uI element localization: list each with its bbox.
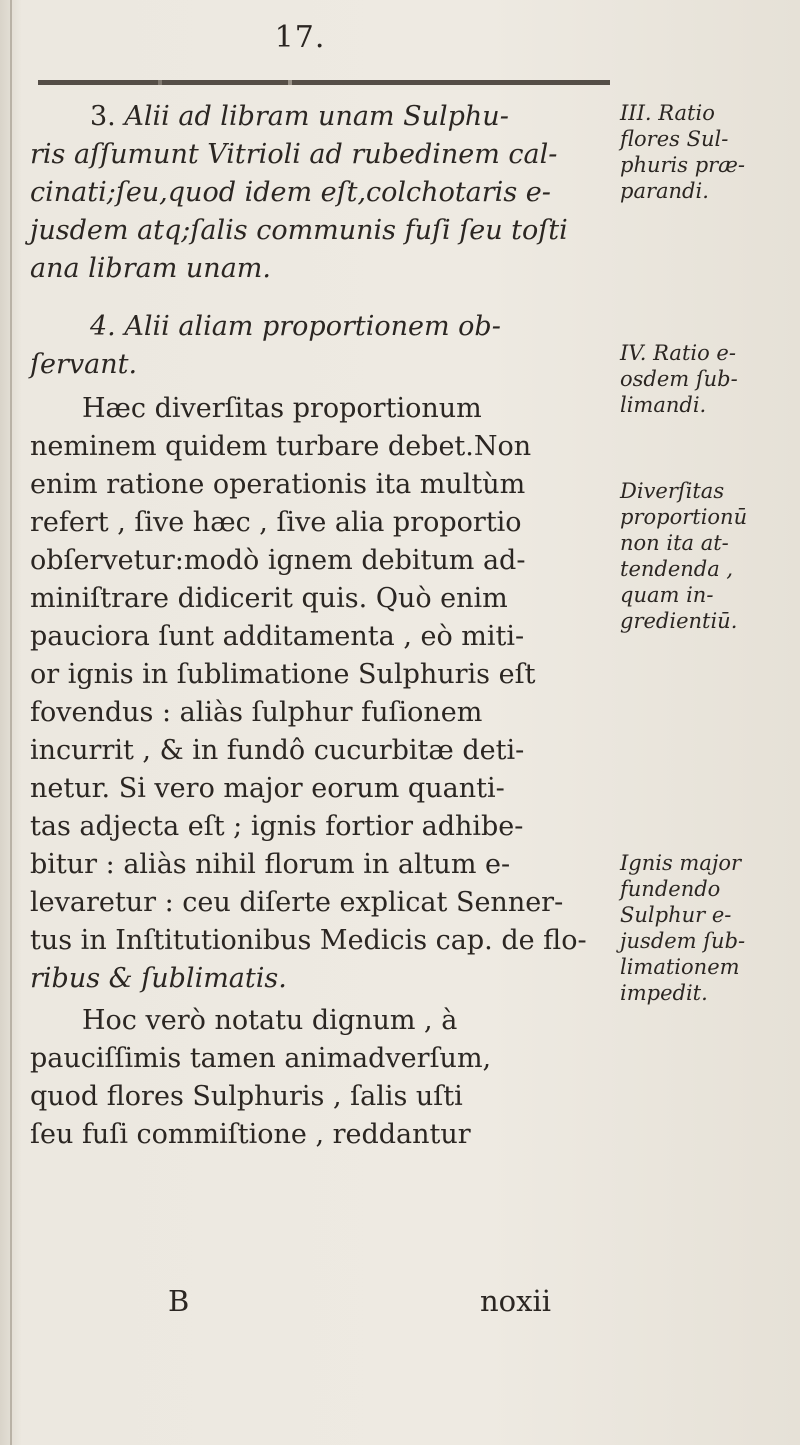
marginal-note-5 — [620, 478, 798, 634]
page-number: 17. — [274, 20, 326, 55]
margin-line: gredientiū. — [620, 609, 738, 633]
text-line: ſervant. — [30, 349, 138, 380]
text-line: bitur : aliàs nihil florum in altum e- — [30, 849, 511, 880]
text-line: cinati;ſeu,quod idem eſt,colchotaris e- — [30, 177, 551, 208]
text-line: netur. Si vero major eorum quanti- — [30, 773, 505, 804]
text-line: ana libram unam. — [30, 253, 271, 284]
paragraph-body-2 — [30, 1002, 605, 1154]
text-line: pauciora ſunt additamenta , eò miti- — [30, 621, 525, 652]
text-line: ribus & ſublimatis. — [30, 963, 287, 994]
text-line: enim ratione operationis ita multùm — [30, 469, 526, 500]
catchword: noxii — [480, 1284, 552, 1318]
margin-line: Sulphur e- — [620, 903, 732, 927]
text-line: levaretur : ceu diſerte explicat Senner- — [30, 887, 564, 918]
margin-line: III. Ratio — [620, 101, 715, 125]
text-line: miniſtrare didicerit quis. Quò enim — [30, 583, 508, 614]
margin-line: limandi. — [620, 393, 707, 417]
margin-line: impedit. — [620, 981, 708, 1005]
text-line: tus in Inſtitutionibus Medicis cap. de flo- — [30, 925, 587, 956]
text-line: ſeu fuſi commiſtione , reddantur — [30, 1119, 471, 1150]
margin-line: parandi. — [620, 179, 709, 203]
margin-line: fundendo — [620, 877, 721, 901]
text-line: incurrit , & in fundô cucurbitæ deti- — [30, 735, 525, 766]
text-line: ris aſſumunt Vitrioli ad rubedinem cal- — [30, 139, 558, 170]
paragraph-body — [30, 390, 605, 998]
margin-line: Diverſitas — [620, 479, 725, 503]
text-line: quod flores Sulphuris , ſalis uſti — [30, 1081, 463, 1112]
paragraph-section-4 — [30, 308, 605, 384]
section-number: 3. — [90, 101, 116, 132]
text-line: refert , ſive hæc , ſive alia proportio — [30, 507, 522, 538]
margin-line: tendenda , — [620, 557, 734, 581]
header-rule — [38, 80, 610, 85]
text-line: neminem quidem turbare debet.Non — [30, 431, 532, 462]
text-fragment: Alii ad libram unam Sulphu- — [124, 101, 509, 132]
page-gutter — [10, 0, 12, 1445]
marginal-note-6 — [620, 850, 798, 1006]
margin-line: IV. Ratio e- — [620, 341, 736, 365]
marginal-note-3 — [620, 100, 798, 204]
margin-line: quam in- — [620, 583, 714, 607]
text-line: pauciſſimis tamen animadverſum, — [30, 1043, 492, 1074]
text-line: or ignis in ſublimatione Sulphuris eſt — [30, 659, 536, 690]
text-line: obſervetur:modò ignem debitum ad- — [30, 545, 526, 576]
text-line: 4. Alii aliam proportionem ob- — [90, 311, 501, 342]
margin-line: osdem ſub- — [620, 367, 738, 391]
margin-line: non ita at- — [620, 531, 729, 555]
text-line: Hoc verò notatu dignum , à — [82, 1005, 458, 1036]
margin-line: jusdem ſub- — [620, 929, 746, 953]
text-line: Hæc diverſitas proportionum — [82, 393, 482, 424]
signature-mark: B — [168, 1284, 190, 1318]
paragraph-section-3 — [30, 98, 605, 288]
margin-line: Ignis major — [620, 851, 742, 875]
text-line: fovendus : aliàs ſulphur fuſionem — [30, 697, 483, 728]
margin-line: flores Sul- — [620, 127, 729, 151]
margin-line: proportionū — [620, 505, 748, 529]
marginal-note-4 — [620, 340, 798, 418]
margin-line: limationem — [620, 955, 740, 979]
text-line: jusdem atq;ſalis communis fuſi ſeu toſti — [30, 215, 568, 246]
main-text — [30, 98, 605, 1154]
text-line — [30, 98, 605, 136]
margin-line: phuris præ- — [620, 153, 746, 177]
text-line: tas adjecta eſt ; ignis fortior adhibe- — [30, 811, 524, 842]
